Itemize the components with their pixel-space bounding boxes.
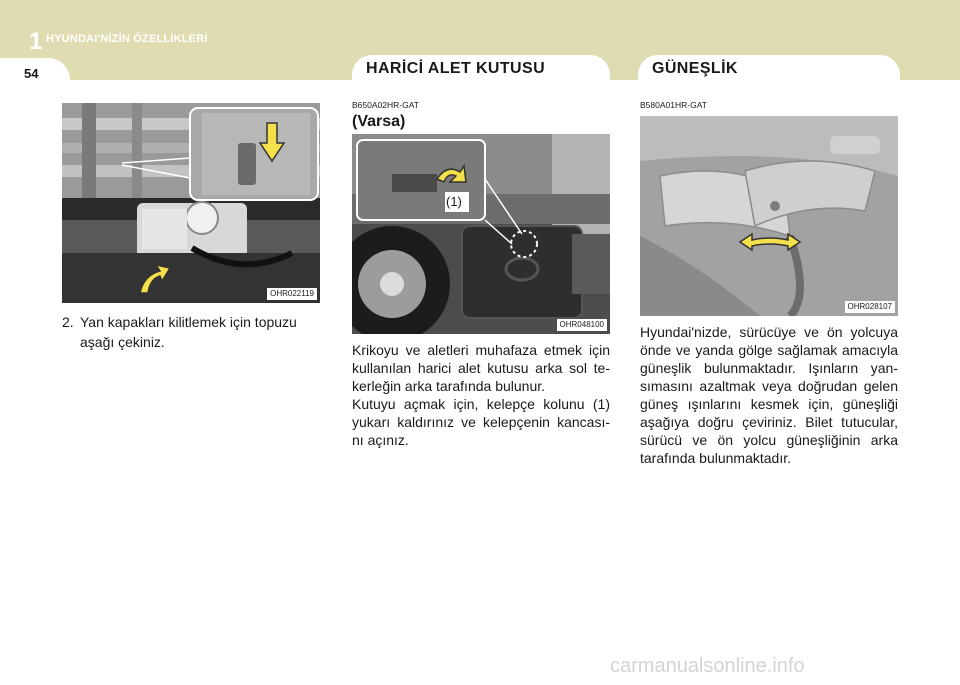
paragraph: Krikoyu ve aletleri muhafaza etmek için kullanılan harici alet kutusu arka sol te- kerleğin arka tarafında bulunur. [352, 342, 610, 394]
side-panel-lock-photo [62, 103, 320, 303]
section-title-tool-box: HARİCİ ALET KUTUSU [366, 60, 546, 77]
paragraph: Hyundai'nizde, sürücüye ve ön yolcuya önde ve yanda gölge sağlamak amacıyla güneşlik bulunmaktadır. Işınların yan- sımasını azaltmak veya doğrudan gelen güneş ışınlarını kesmek için, güneşliği aşağıya doğru çeviriniz. Bilet tutucular, sürücü ve ön yolcu güneşliğinin arka tarafında bulunmaktadır. [640, 324, 898, 466]
tool-box-photo [352, 134, 610, 334]
page-number: 54 [24, 66, 39, 81]
step-number: 2. [62, 314, 74, 330]
section-code: B580A01HR-GAT [640, 100, 707, 110]
sun-visor-description [640, 323, 898, 467]
sun-visor-photo [640, 116, 898, 316]
image-code: OHR028107 [845, 301, 895, 313]
watermark: carmanualsonline.info [610, 655, 805, 677]
section-tab-tool-box [352, 55, 610, 85]
section-tab-sun-visor [638, 55, 900, 85]
chapter-number: 1 [29, 28, 43, 55]
callout-label: (1) [446, 194, 462, 209]
tool-box-description [352, 341, 610, 449]
paragraph: Kutuyu açmak için, kelepçe kolunu (1) yukarı kaldırınız ve kelepçenin kancası- nı açınız. [352, 396, 610, 448]
step-instruction: Yan kapakları kilitlemek için topuzu aşağı çekiniz. [80, 314, 297, 350]
image-code: OHR048100 [557, 319, 607, 331]
section-code: B650A02HR-GAT [352, 100, 419, 110]
chapter-title: HYUNDAI'NİZİN ÖZELLİKLERİ [46, 33, 208, 45]
section-title-sun-visor: GÜNEŞLİK [652, 60, 738, 77]
image-code: OHR022119 [267, 288, 317, 300]
subtitle-optional: (Varsa) [352, 113, 406, 130]
